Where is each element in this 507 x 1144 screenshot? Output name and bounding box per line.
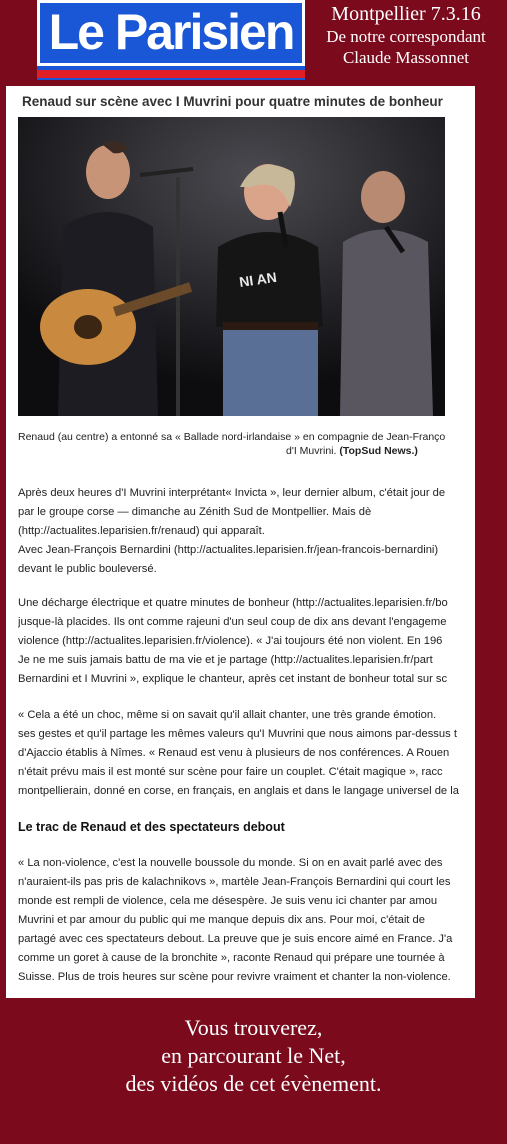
text-line: violence (http://actualites.leparisien.fr/violence). « J'ai toujours été non violent. En 196 <box>18 635 443 647</box>
text-line: Avec Jean-François Bernardini (http://actualites.leparisien.fr/jean-francois-bernardini) <box>18 544 439 556</box>
text-line: comme un goret à cause de la bronchite », raconte Renaud qui prépare une tournée à <box>18 952 445 964</box>
text-line: par le groupe corse — dimanche au Zénith Sud de Montpellier. Mais dè <box>18 506 372 518</box>
footer-line-3: des vidéos de cet évènement. <box>125 1071 382 1096</box>
article-clipping <box>6 86 475 998</box>
text-line: ses gestes et qu'il partage les mêmes valeurs qu'I Muvrini que nous aimons par-dessus t <box>18 728 457 740</box>
le-parisien-logo <box>37 0 305 80</box>
paragraph-1 <box>18 484 475 579</box>
text-line: montpellierain, donné en corse, en français, en anglais et dans le langage universel de la <box>18 785 459 797</box>
text-line: partagé avec ces spectateurs debout. La preuve que je suis encore aimé en France. J'a <box>18 933 453 945</box>
text-line: Muvrini et par amour du public qui me manque depuis dix ans. Pour moi, c'était de <box>18 914 425 926</box>
logo-text: Le Parisien <box>48 4 294 60</box>
text-line: monde est rempli de violence, cela me désespère. Je suis venu ici chanter par amou <box>18 895 438 907</box>
photo-caption <box>18 430 475 458</box>
caption-credit: (TopSud News.) <box>339 445 418 457</box>
text-line: d'Ajaccio établis à Nîmes. « Renaud est venu à plusieurs de nos conférences. A Rouen <box>18 747 450 759</box>
paragraph-2 <box>18 594 475 689</box>
concert-photo <box>18 117 445 416</box>
text-line: jusque-là placides. Ils ont comme rajeuni d'un seul coup de dix ans devant l'engageme <box>18 616 447 628</box>
correspondent-name: Claude Massonnet <box>342 48 470 67</box>
logo-red-bar <box>37 70 305 78</box>
article-title: Renaud sur scène avec I Muvrini pour quatre minutes de bonheur <box>22 94 443 109</box>
footer-line-1: Vous trouverez, <box>184 1015 323 1040</box>
paragraph-3 <box>18 706 475 801</box>
text-line: n'auraient-ils pas pris de kalachnikovs », martèle Jean-François Bernardini qui court les <box>18 876 451 888</box>
paragraph-4 <box>18 854 475 987</box>
text-line: devant le public bouleversé. <box>18 563 157 575</box>
text-line: Une décharge électrique et quatre minutes de bonheur (http://actualites.leparisien.fr/bo <box>18 597 448 609</box>
header-info <box>305 2 507 68</box>
text-line: « Cela a été un choc, même si on savait qu'il allait chanter, une très grande émotion. <box>18 709 437 721</box>
correspondent-line: De notre correspondant <box>326 27 486 46</box>
footer-note <box>0 1014 507 1098</box>
article-subheading: Le trac de Renaud et des spectateurs debout <box>18 820 285 834</box>
footer-line-2: en parcourant le Net, <box>161 1043 346 1068</box>
text-line: Après deux heures d'I Muvrini interprétant« Invicta », leur dernier album, c'était jour de <box>18 487 446 499</box>
text-line: Suisse. Plus de trois heures sur scène pour revivre vraiment et chanter la non-violence. <box>18 971 451 983</box>
text-line: n'était prévu mais il est monté sur scène pour faire un couplet. C'était magique », racc <box>18 766 443 778</box>
caption-line-2: d'I Muvrini. <box>286 445 337 457</box>
text-line: « La non-violence, c'est la nouvelle boussole du monde. Si on en avait parlé avec des <box>18 857 443 869</box>
svg-text:NI AN: NI AN <box>238 268 278 290</box>
caption-line-1: Renaud (au centre) a entonné sa « Ballade nord-irlandaise » en compagnie de Jean-Franço <box>18 431 446 443</box>
text-line: (http://actualites.leparisien.fr/renaud) qui apparaît. <box>18 525 265 537</box>
location-date: Montpellier 7.3.16 <box>331 3 481 25</box>
text-line: Je ne me suis jamais battu de ma vie et je partage (http://actualites.leparisien.fr/part <box>18 654 433 666</box>
text-line: Bernardini et I Muvrini », explique le chanteur, après cet instant de bonheur total sur sc <box>18 673 448 685</box>
